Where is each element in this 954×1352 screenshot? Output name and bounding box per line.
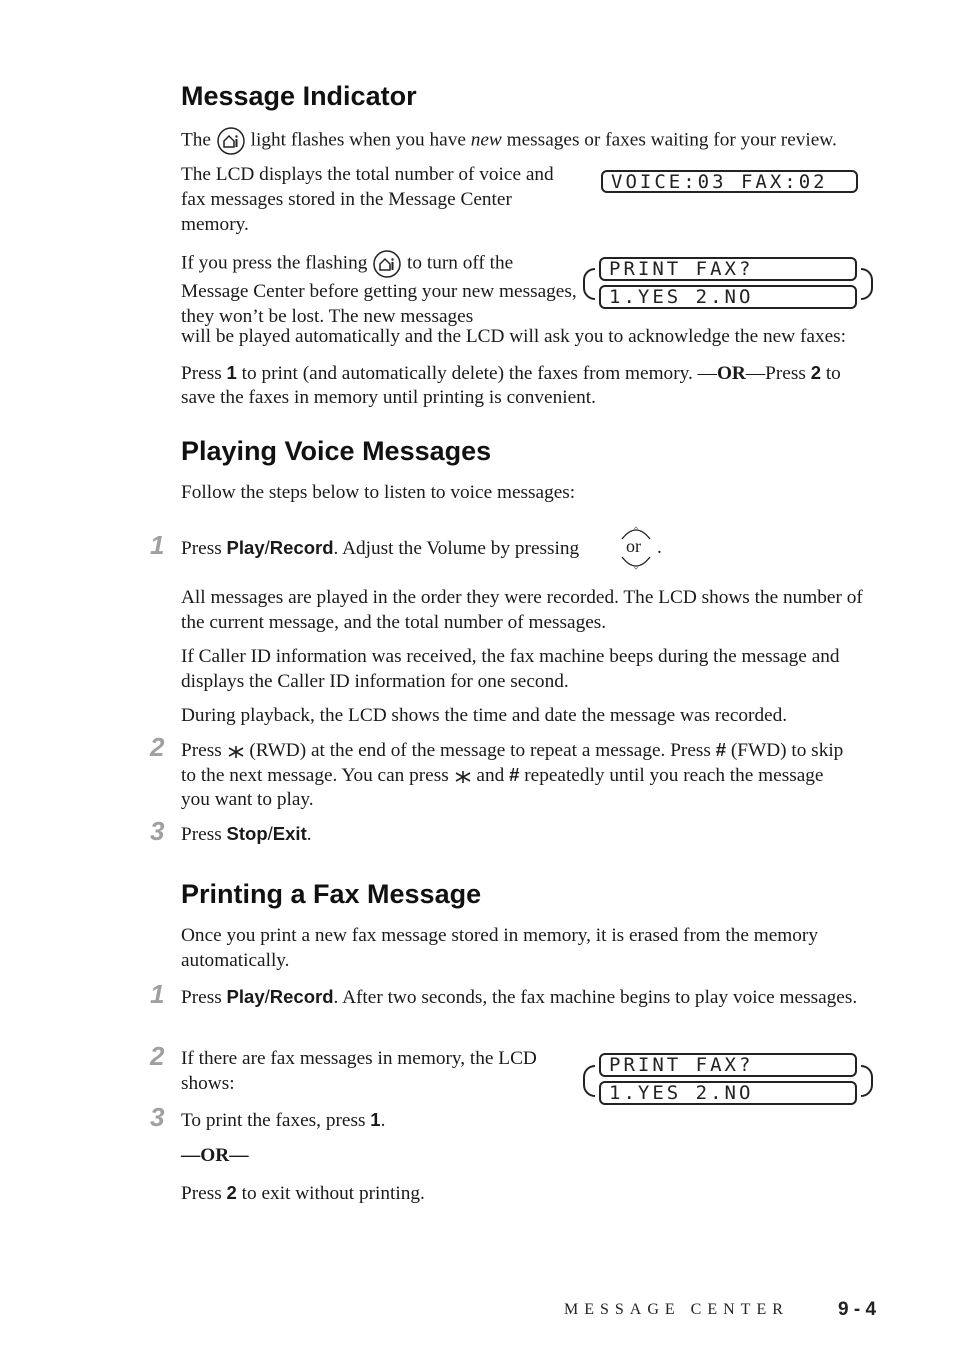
paragraph-press-flashing	[181, 249, 581, 329]
text: to the next message. You can press	[181, 765, 449, 786]
text: Press	[181, 1183, 222, 1204]
paragraph-press-1-or-2	[181, 360, 841, 386]
step-press-rwd-fwd-line2	[181, 762, 824, 788]
paragraph-save-faxes: save the faxes in memory until printing is convenient.	[181, 387, 596, 408]
star-key-icon	[227, 745, 245, 759]
key-stop: Stop	[226, 823, 268, 844]
lcd-bracket-left	[583, 1065, 595, 1097]
or-label: or	[626, 536, 641, 556]
text: messages or faxes waiting for your review.	[506, 129, 837, 151]
or-label: OR	[716, 363, 746, 384]
slash: /	[264, 537, 270, 558]
text: Press	[181, 824, 222, 845]
key-play: Play	[226, 986, 265, 1007]
step-press-play-record	[181, 535, 579, 561]
heading-printing-fax-message: Printing a Fax Message	[181, 879, 482, 909]
text: to	[825, 363, 841, 384]
message-center-icon	[372, 249, 402, 279]
paragraph-messages-order: All messages are played in the order they were recorded. The LCD shows the number of the current message, and the total number of messages.	[181, 587, 863, 633]
message-center-icon	[216, 126, 246, 156]
paragraph-light-flashes	[181, 126, 837, 156]
step-press-rwd-fwd	[181, 737, 843, 763]
key-play: Play	[226, 537, 265, 558]
text: To print the faxes, press	[181, 1110, 366, 1131]
step-press-play-record	[181, 984, 871, 1010]
text: Press	[181, 987, 222, 1008]
text: to print (and automatically delete) the faxes from memory. —	[241, 363, 717, 384]
lcd-line-print-fax: PRINT FAX?	[599, 257, 857, 281]
paragraph-once-you-print: Once you print a new fax message stored in memory, it is erased from the memory automatically.	[181, 925, 818, 971]
text: (FWD) to skip	[730, 740, 844, 761]
text: and	[476, 765, 505, 786]
key-1: 1	[370, 1109, 381, 1130]
text: repeatedly until you reach the message	[524, 765, 824, 786]
volume-keys-icon	[619, 523, 653, 573]
text: —Press	[745, 363, 806, 384]
period: .	[657, 537, 662, 558]
lcd-bracket-right	[861, 268, 873, 300]
text: Press	[181, 538, 222, 559]
paragraph-press-2-exit	[181, 1180, 425, 1206]
key-record: Record	[269, 986, 334, 1007]
paragraph-follow-steps: Follow the steps below to listen to voice messages:	[181, 482, 576, 503]
paragraph-played-automatically: will be played automatically and the LCD will ask you to acknowledge the new faxes:	[181, 326, 847, 347]
text: . After two seconds, the fax machine begins to play voice messages.	[333, 987, 858, 1008]
key-1: 1	[226, 362, 237, 383]
key-2: 2	[810, 362, 821, 383]
step-number: 1	[150, 530, 165, 560]
text: (RWD) at the end of the message to repeat a message. Press	[249, 740, 711, 761]
text: Press	[181, 740, 222, 761]
paragraph-lcd-displays: The LCD displays the total number of voice and fax messages stored in the Message Center memory.	[181, 164, 554, 235]
slash: /	[264, 986, 270, 1007]
emphasis-new: new	[470, 129, 502, 151]
lcd-line-yes-no: 1.YES 2.NO	[599, 285, 857, 309]
hash-key: #	[715, 739, 727, 760]
text: The	[181, 129, 211, 151]
text: to turn off the Message Center before getting your new messages, they won’t be lost. The new messages	[181, 252, 577, 327]
text: If you press the flashing	[181, 252, 368, 274]
key-exit: Exit	[272, 823, 307, 844]
page-number: 9 - 4	[838, 1299, 877, 1320]
footer-chapter-label: MESSAGE CENTER	[564, 1301, 789, 1318]
step-number: 3	[150, 816, 165, 846]
paragraph-caller-id: If Caller ID information was received, the fax machine beeps during the message and displays the Caller ID information for one second.	[181, 646, 840, 692]
step-number: 3	[150, 1102, 165, 1132]
text: Press	[181, 363, 222, 384]
or-separator: —OR—	[181, 1145, 249, 1166]
step-number: 2	[150, 732, 165, 762]
lcd-line-print-fax: PRINT FAX?	[599, 1053, 857, 1077]
heading-playing-voice-messages: Playing Voice Messages	[181, 436, 492, 466]
lcd-display-voice-fax: VOICE:03 FAX:02	[601, 170, 858, 193]
lcd-bracket-left	[583, 268, 595, 300]
key-record: Record	[269, 537, 334, 558]
paragraph-during-playback: During playback, the LCD shows the time and date the message was recorded.	[181, 705, 788, 726]
lcd-bracket-right	[861, 1065, 873, 1097]
step-number: 1	[150, 979, 165, 1009]
step-press-rwd-fwd-line3: you want to play.	[181, 789, 314, 810]
key-2: 2	[226, 1182, 237, 1203]
text: to exit without printing.	[241, 1183, 425, 1204]
star-key-icon	[454, 770, 472, 784]
period: .	[306, 824, 312, 845]
hash-key: #	[509, 764, 520, 785]
text: . Adjust the Volume by pressing	[333, 538, 580, 559]
step-press-stop-exit	[181, 821, 312, 847]
step-print-faxes	[181, 1107, 385, 1133]
text: light flashes when you have	[250, 129, 466, 151]
step-lcd-shows: If there are fax messages in memory, the LCD shows:	[181, 1048, 537, 1094]
period: .	[380, 1110, 386, 1131]
lcd-line-yes-no: 1.YES 2.NO	[599, 1081, 857, 1105]
heading-message-indicator: Message Indicator	[181, 81, 417, 111]
step-number: 2	[150, 1041, 165, 1071]
slash: /	[267, 823, 273, 844]
